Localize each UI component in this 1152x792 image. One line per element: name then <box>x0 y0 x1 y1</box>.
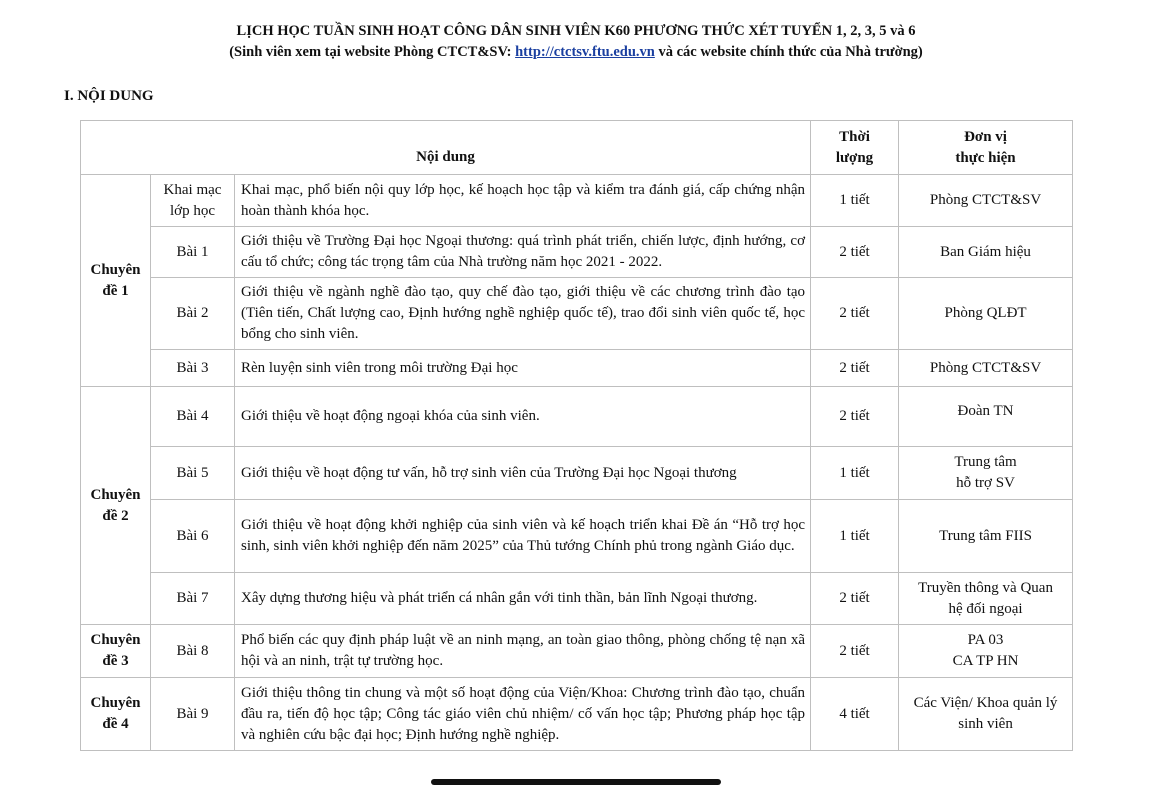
table-row <box>81 678 1073 751</box>
table-row <box>81 387 1073 447</box>
table-row <box>81 350 1073 387</box>
unit-cell: Trung tâm FIIS <box>899 500 1073 573</box>
document-header <box>0 21 1152 63</box>
lesson-cell: Bài 5 <box>151 447 235 500</box>
duration-cell: 2 tiết <box>811 387 899 447</box>
content-cell: Phổ biến các quy định pháp luật về an ninh mạng, an toàn giao thông, phòng chống tệ nạn xã hội và an ninh, trật tự trường học. <box>235 625 811 678</box>
lesson-cell: Khai mạc lớp học <box>151 175 235 227</box>
content-cell: Giới thiệu về hoạt động khởi nghiệp của sinh viên và kế hoạch triển khai Đề án “Hỗ trợ học sinh, sinh viên khởi nghiệp đến năm 2025” của Thủ tướng Chính phủ trong ngành Giáo dục. <box>235 500 811 573</box>
topic-cell: Chuyên đề 3 <box>81 625 151 678</box>
ctctsv-website-link[interactable]: http://ctctsv.ftu.edu.vn <box>515 44 655 60</box>
duration-cell: 1 tiết <box>811 500 899 573</box>
topic-cell: Chuyên đề 1 <box>81 175 151 387</box>
content-cell: Giới thiệu về hoạt động ngoại khóa của sinh viên. <box>235 387 811 447</box>
content-cell: Giới thiệu về hoạt động tư vấn, hỗ trợ sinh viên của Trường Đại học Ngoại thương <box>235 447 811 500</box>
unit-cell: Đoàn TN <box>899 387 1073 447</box>
schedule-table <box>80 120 1073 751</box>
content-cell: Rèn luyện sinh viên trong môi trường Đại học <box>235 350 811 387</box>
lesson-cell: Bài 8 <box>151 625 235 678</box>
duration-cell: 4 tiết <box>811 678 899 751</box>
home-indicator[interactable] <box>431 779 721 785</box>
unit-cell: Truyền thông và Quan hệ đối ngoại <box>899 573 1073 625</box>
duration-cell: 1 tiết <box>811 447 899 500</box>
section-title: I. NỘI DUNG <box>64 88 154 104</box>
unit-cell: Trung tâm hỗ trợ SV <box>899 447 1073 500</box>
unit-cell: Ban Giám hiệu <box>899 227 1073 278</box>
document-subtitle <box>0 42 1152 63</box>
content-cell: Giới thiệu thông tin chung và một số hoạt động của Viện/Khoa: Chương trình đào tạo, chuẩn đầu ra, tiến độ học tập; Công tác giáo viên chủ nhiệm/ cố vấn học tập; Phương pháp học tập và nghiên cứu bậc đại học; Định hướng nghề nghiệp. <box>235 678 811 751</box>
duration-cell: 2 tiết <box>811 350 899 387</box>
table-row <box>81 500 1073 573</box>
subtitle-suffix: và các website chính thức của Nhà trường) <box>654 44 923 60</box>
unit-cell: PA 03 CA TP HN <box>899 625 1073 678</box>
lesson-cell: Bài 6 <box>151 500 235 573</box>
document-title: LỊCH HỌC TUẦN SINH HOẠT CÔNG DÂN SINH VIÊN K60 PHƯƠNG THỨC XÉT TUYỂN 1, 2, 3, 5 và 6 <box>236 23 916 39</box>
table-header-row <box>81 121 1073 175</box>
table-row <box>81 278 1073 350</box>
content-cell: Giới thiệu về ngành nghề đào tạo, quy chế đào tạo, giới thiệu về các chương trình đào tạo (Tiên tiến, Chất lượng cao, Định hướng nghề nghiệp quốc tế), trao đổi sinh viên quốc tế, học bổng cho sinh viên. <box>235 278 811 350</box>
unit-cell: Phòng CTCT&SV <box>899 175 1073 227</box>
table-row <box>81 447 1073 500</box>
duration-cell: 1 tiết <box>811 175 899 227</box>
content-cell: Khai mạc, phổ biến nội quy lớp học, kế hoạch học tập và kiểm tra đánh giá, cấp chứng nhận hoàn thành khóa học. <box>235 175 811 227</box>
table-row <box>81 227 1073 278</box>
header-content: Nội dung <box>81 121 811 175</box>
table-row <box>81 625 1073 678</box>
unit-cell: Phòng QLĐT <box>899 278 1073 350</box>
subtitle-prefix: (Sinh viên xem tại website Phòng CTCT&SV: <box>229 44 516 60</box>
table-row <box>81 573 1073 625</box>
lesson-cell: Bài 7 <box>151 573 235 625</box>
content-cell: Xây dựng thương hiệu và phát triển cá nhân gắn với tinh thần, bản lĩnh Ngoại thương. <box>235 573 811 625</box>
lesson-cell: Bài 4 <box>151 387 235 447</box>
topic-cell: Chuyên đề 2 <box>81 387 151 625</box>
lesson-cell: Bài 1 <box>151 227 235 278</box>
topic-cell: Chuyên đề 4 <box>81 678 151 751</box>
duration-cell: 2 tiết <box>811 573 899 625</box>
content-cell: Giới thiệu về Trường Đại học Ngoại thương: quá trình phát triển, chiến lược, định hướng, cơ cấu tổ chức; công tác trọng tâm của Nhà trường năm học 2021 - 2022. <box>235 227 811 278</box>
header-duration: Thời lượng <box>811 121 899 175</box>
header-unit: Đơn vị thực hiện <box>899 121 1073 175</box>
lesson-cell: Bài 9 <box>151 678 235 751</box>
table-row <box>81 175 1073 227</box>
unit-cell: Các Viện/ Khoa quản lý sinh viên <box>899 678 1073 751</box>
duration-cell: 2 tiết <box>811 278 899 350</box>
lesson-cell: Bài 3 <box>151 350 235 387</box>
lesson-cell: Bài 2 <box>151 278 235 350</box>
duration-cell: 2 tiết <box>811 227 899 278</box>
unit-cell: Phòng CTCT&SV <box>899 350 1073 387</box>
duration-cell: 2 tiết <box>811 625 899 678</box>
